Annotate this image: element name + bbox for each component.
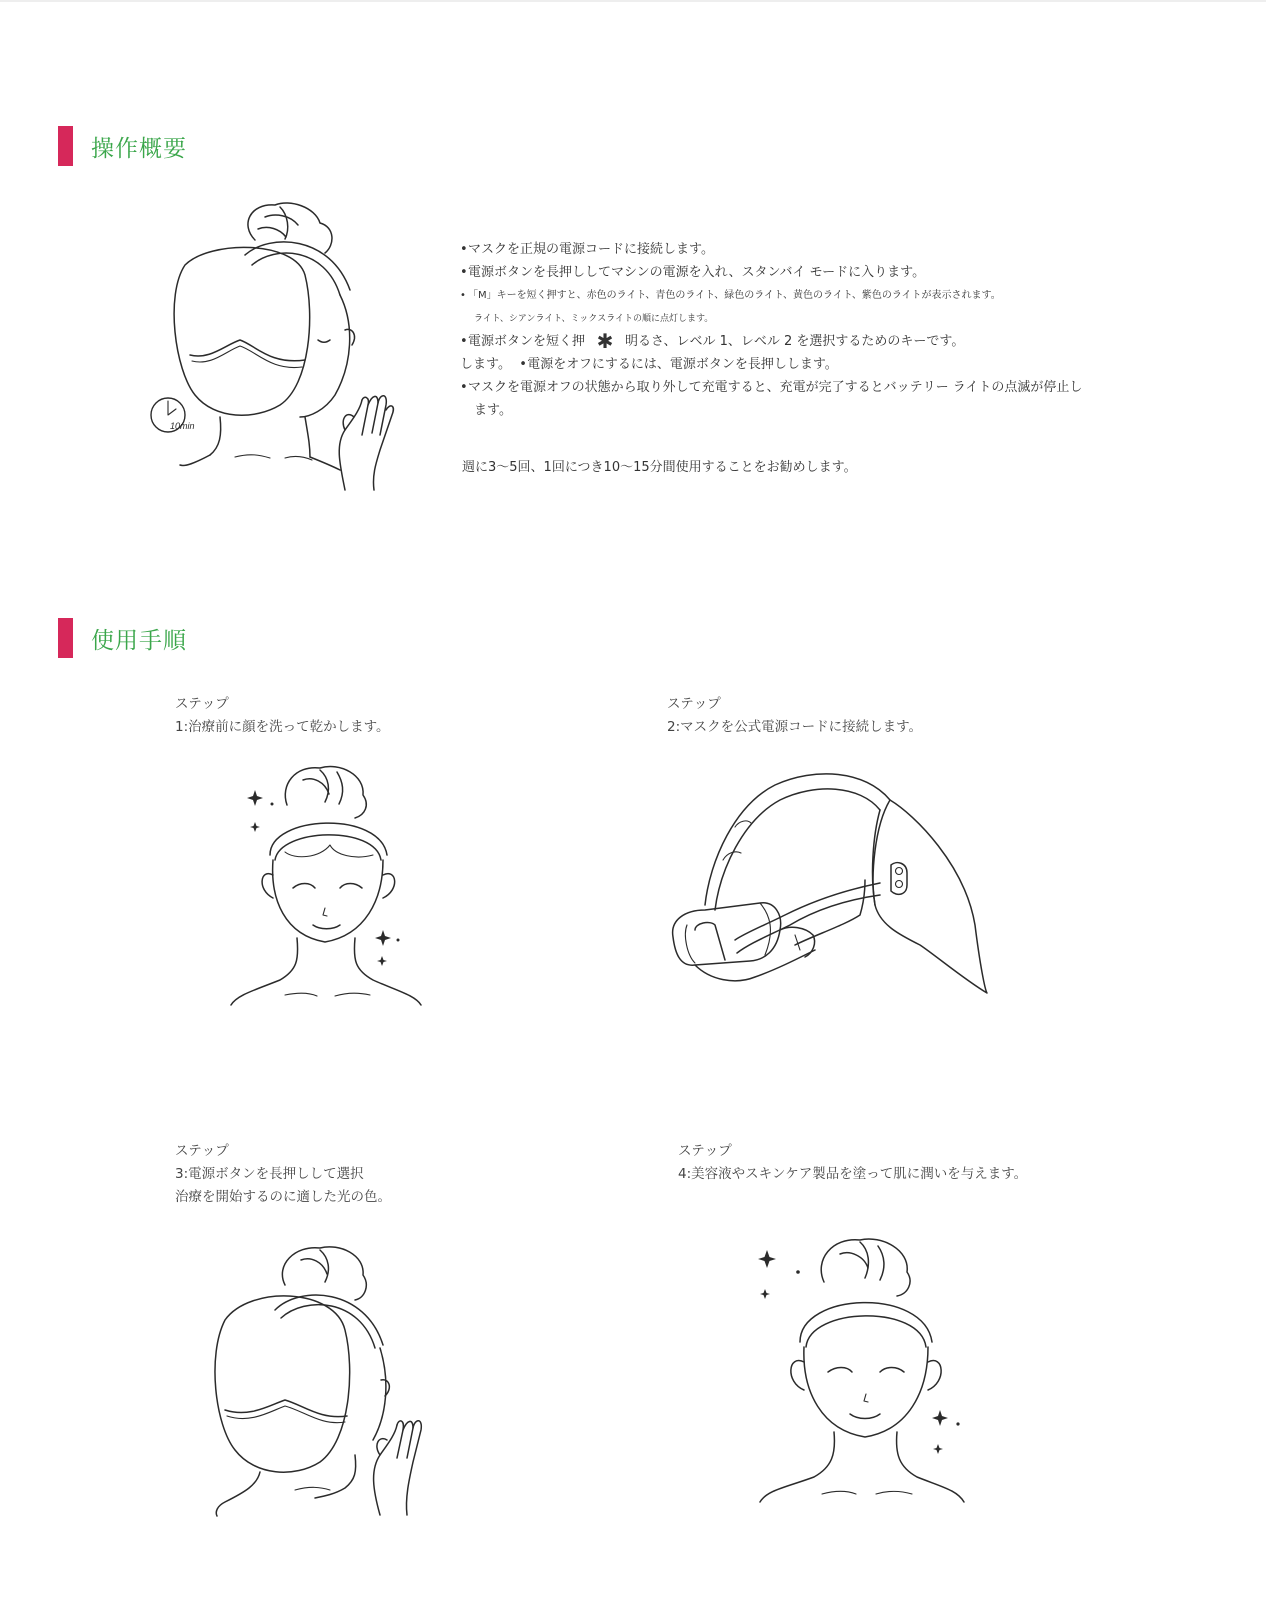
step-1-illustration [225, 760, 435, 1010]
step-description: 2:マスクを公式電源コードに接続します。 [667, 719, 923, 735]
step-label: ステップ [667, 696, 721, 712]
overview-line: ライト、シアンライト、ミックスライトの順に点灯します。 [474, 314, 714, 324]
step-description: 1:治療前に顔を洗って乾かします。 [175, 719, 390, 735]
overview-line: •電源ボタンを短く押 ✱ 明るさ、レベル 1、レベル 2 を選択するためのキーです。 [460, 329, 965, 353]
section-accent-bar [58, 618, 73, 658]
overview-line: • 「M」キーを短く押すと、赤色のライト、青色のライト、緑色のライト、黄色のライト、紫色のライトが表示されます。 [460, 290, 1001, 301]
step-4-illustration [752, 1232, 972, 1507]
step-description: 治療を開始するのに適した光の色。 [175, 1189, 391, 1205]
overview-line: ます。 [474, 403, 512, 418]
step-3-illustration [205, 1240, 435, 1520]
sparkle-icon [758, 1250, 960, 1454]
step-description: 4:美容液やスキンケア製品を塗って肌に潤いを与えます。 [678, 1166, 1028, 1182]
step-3-text [175, 1140, 391, 1209]
step-1-text [175, 693, 390, 739]
step-label: ステップ [678, 1143, 732, 1159]
usage-recommendation: 週に3〜5回、1回につき10〜15分間使用することをお勧めします。 [462, 460, 857, 475]
overview-line: •マスクを電源オフの状態から取り外して充電すると、充電が完了するとバッテリー ライトの点滅が停止し [460, 380, 1083, 395]
step-label: ステップ [175, 696, 229, 712]
step-description: 3:電源ボタンを長押しして選択 [175, 1166, 364, 1182]
mask-wearing-illustration [140, 195, 410, 495]
overview-line: します。 •電源をオフにするには、電源ボタンを長押しします。 [460, 357, 838, 372]
step-4-text [678, 1140, 1027, 1186]
section-heading-overview [58, 126, 187, 166]
star-icon: ✱ [596, 329, 614, 353]
section-title-steps: 使用手順 [91, 627, 187, 654]
mask-device-icon [665, 765, 995, 1000]
top-divider [0, 0, 1266, 2]
timer-label: 10min [170, 421, 195, 431]
overview-line: •電源ボタンを長押ししてマシンの電源を入れ、スタンバイ モードに入ります。 [460, 265, 926, 280]
step-label: ステップ [175, 1143, 229, 1159]
section-accent-bar [58, 126, 73, 166]
overview-instructions [460, 238, 1140, 422]
overview-line: •マスクを正規の電源コードに接続します。 [460, 242, 714, 257]
sparkle-icon [247, 790, 400, 966]
section-heading-steps [58, 618, 187, 658]
step-2-text [667, 693, 922, 739]
section-title-overview: 操作概要 [91, 135, 187, 162]
